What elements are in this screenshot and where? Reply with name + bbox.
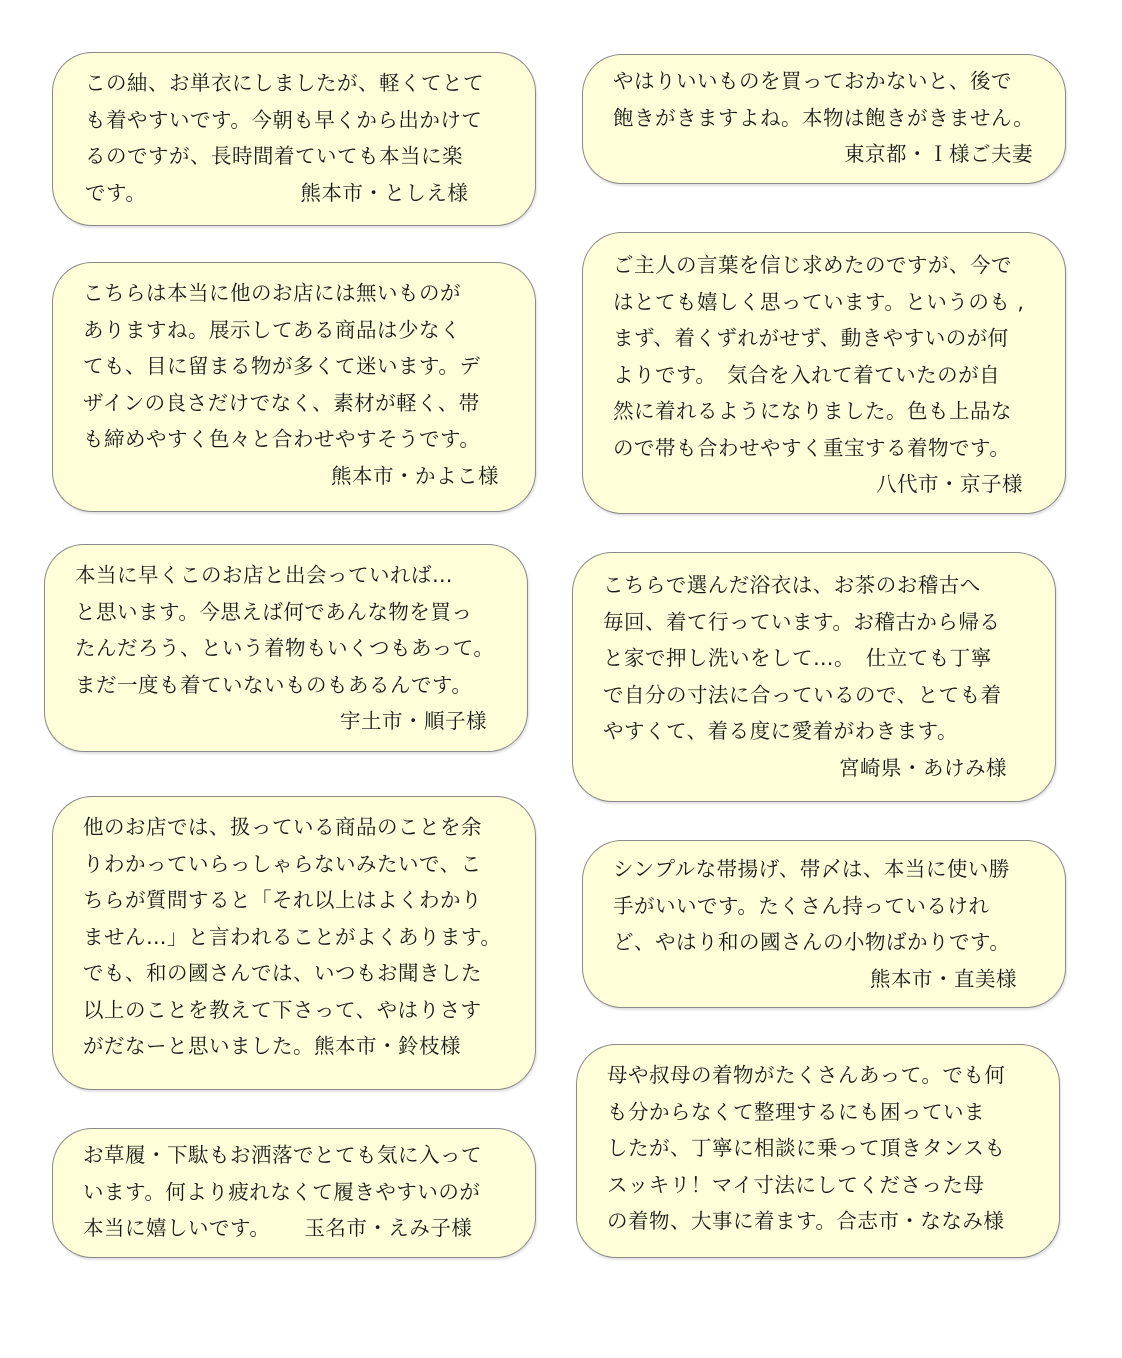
testimonial-text-line: こちらで選んだ浴衣は、お茶のお稽古へ [603,573,981,597]
testimonial-text-line: 他のお店では、扱っている商品のことを余 [83,815,482,839]
testimonial-text-line: も着やすいです。今朝も早くから出かけて [85,107,483,132]
testimonial-card [572,552,1056,802]
testimonial-text-line [607,1203,1051,1240]
testimonial-text-line: るのですが、長時間着ていても本当に楽 [85,144,463,168]
testimonial-text-fragment: がだなーと思いました。 [83,1034,314,1058]
testimonial-signature: 熊本市・かよこ様 [331,463,499,488]
testimonial-card [582,54,1066,184]
testimonial-text-line: 手がいいです。たくさん持っているけれ [613,893,990,918]
testimonial-text-line: ど、やはり和の國さんの小物ばかりです。 [613,930,1011,954]
testimonial-card [582,232,1066,514]
testimonial-text-line: 飽きがきますよね。本物は飽きがきません。 [613,105,1035,130]
testimonial-signature: 熊本市・鈴枝様 [314,1034,461,1058]
testimonial-text-line: でも、和の國さんでは、いつもお聞きした [83,961,482,985]
testimonial-card [52,796,536,1090]
testimonial-text-line: ザインの良さだけでなく、素材が軽く、帯 [83,390,480,415]
testimonial-text-line: この紬、お単衣にしましたが、軽くてとて [85,71,484,95]
testimonial-text-line: まだ一度も着ていないものもあるんです。 [75,672,473,697]
testimonial-text-line [83,1210,527,1247]
testimonial-signature: 八代市・京子様 [876,472,1023,496]
testimonial-text-line: 本当に早くこのお店と出会っていれば… [75,563,453,587]
testimonial-card [52,1128,536,1258]
testimonial-card [52,52,536,226]
testimonial-text-line: 母や叔母の着物がたくさんあって。でも何 [607,1063,1006,1087]
testimonial-signature: 熊本市・としえ様 [300,180,469,205]
testimonial-text-line [85,175,515,212]
testimonial-text-line: ても、目に留まる物が多くて迷います。デ [83,354,481,378]
testimonial-text-line: ご主人の言葉を信じ求めたのですが、今で [613,253,1012,277]
testimonial-text-fragment: 本当に嬉しいです。 [83,1216,271,1240]
testimonial-text-line: お草履・下駄もお洒落でとても気に入って [83,1143,482,1167]
testimonial-text-line: ちらが質問すると「それ以上はよくわかり [83,888,482,912]
testimonial-text-line: スッキリ！マイ寸法にしてくださった母 [607,1172,985,1197]
testimonial-text-line: 然に着れるようになりました。色も上品な [613,399,1012,423]
testimonial-text-line: も締めやすく色々と合わせやすそうです。 [83,427,481,451]
testimonial-text-line: たんだろう、という着物もいくつもあって。 [75,636,495,660]
testimonial-text-line: こちらは本当に他のお店には無いものが [83,281,461,305]
testimonial-text-line: も分からなくて整理するにも困っていま [607,1099,985,1124]
testimonial-signature: 玉名市・えみ子様 [304,1216,473,1240]
testimonial-text-line: したが、丁寧に相談に乗って頂きタンスも [607,1136,1006,1160]
testimonial-text-fragment: です。 [85,180,147,205]
testimonial-text-line [83,1028,527,1065]
testimonial-text-line: やはりいいものを買っておかないと、後で [613,69,1012,93]
testimonial-text-line: と家で押し洗いをして…。 仕立ても丁寧 [603,646,992,670]
testimonial-card [52,262,536,512]
testimonial-text-fragment: の着物、大事に着ます。 [607,1209,837,1233]
testimonial-text-line: ありますね。展示してある商品は少なく [83,317,461,342]
testimonial-signature: 熊本市・直美様 [870,966,1017,991]
testimonial-text-line: よりです。 気合を入れて着ていたのが自 [613,362,1001,387]
testimonial-text-line: 毎回、着て行っています。お稽古から帰る [603,609,1001,634]
testimonial-text-line: やすくて、着る度に愛着がわきます。 [603,719,958,743]
testimonial-text-line: ません…」と言われることがよくあります。 [83,924,502,949]
testimonial-signature: 東京都・Ｉ様ご夫妻 [844,142,1033,166]
testimonial-text-line: りわかっていらっしゃらないみたいで、こ [83,851,482,876]
testimonial-text-line: シンプルな帯揚げ、帯〆は、本当に使い勝 [613,857,1010,881]
testimonial-signature: 宮崎県・あけみ様 [839,755,1007,780]
testimonial-text-line: で自分の寸法に合っているので、とても着 [603,682,1002,707]
testimonial-text-line: ので帯も合わせやすく重宝する着物です。 [613,435,1011,460]
testimonial-text-line: 以上のことを教えて下さって、やはりさす [83,997,482,1022]
testimonial-text-line: と思います。今思えば何であんな物を買っ [75,599,473,624]
testimonial-signature: 宇土市・順子様 [340,709,487,733]
testimonial-card [576,1044,1060,1258]
testimonial-text-line: まず、着くずれがせず、動きやすいのが何 [613,326,1009,350]
testimonial-card [44,544,528,752]
testimonial-text-line: はとても嬉しく思っています。というのも , [613,289,1025,314]
testimonial-text-line: います。何より疲れなくて履きやすいのが [83,1179,481,1204]
testimonial-card [582,840,1066,1008]
testimonial-signature: 合志市・ななみ様 [836,1209,1005,1233]
